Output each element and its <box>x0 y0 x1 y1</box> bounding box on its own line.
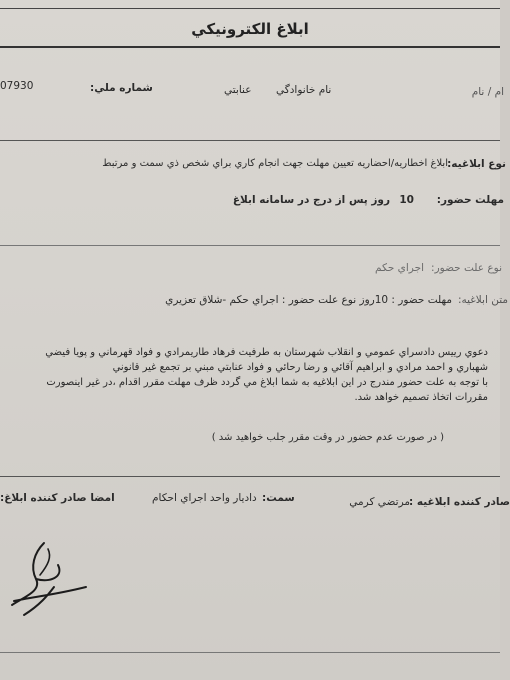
absence-warning: ( در صورت عدم حضور در وقت مقرر جلب خواهيد شد ) <box>211 432 444 443</box>
national-id-value: 07930 <box>0 80 34 92</box>
surname-label: نام خانوادگي <box>276 84 332 96</box>
deadline-text: روز پس از درج در سامانه ابلاغ <box>232 194 390 206</box>
title-underline <box>0 46 500 48</box>
divider-1 <box>0 140 500 141</box>
body-line-3: با توجه به علت حضور مندرج در اين ابلاغيه به شما ابلاغ مي گردد ظرف مهلت مقرر اقدام ،در غير اينصورت <box>46 377 488 388</box>
notice-text-value: مهلت حضور : 10روز نوع علت حضور : اجراي حكم -شلاق تعزيري <box>165 294 452 306</box>
position-label: سمت: <box>262 492 295 504</box>
body-line-1: دعوي رييس دادسراي عمومي و انقلاب شهرستان به طرفيت فرهاد طاريمرادي و فواد قهرماني و پويا فيضي <box>45 347 488 358</box>
issuer-name: مرتضي كرمي <box>349 496 410 508</box>
bottom-rule <box>0 652 500 653</box>
notice-type-value: ابلاغ اخطاريه/احضاريه تعيين مهلت جهت انجام كاري براي شخص ذي سمت و مرتبط <box>102 158 448 169</box>
divider-3 <box>0 476 500 477</box>
notice-body <box>0 345 488 405</box>
reason-value: اجراي حكم <box>375 262 424 274</box>
position-value: دادیار واحد اجراي احكام <box>152 492 257 504</box>
top-rule <box>0 8 500 9</box>
body-line-2: شهباري و احمد مرادي و ابراهيم آقائي و رضا رحائي و فواد عنابتي مبني بر تجمع غير قانوني <box>112 362 488 373</box>
handwritten-signature <box>4 535 104 625</box>
signature-label: امضا صادر كننده ابلاغ: <box>0 492 115 504</box>
notice-text-label: متن ابلاغيه: <box>457 294 508 306</box>
deadline-number: 10 <box>399 194 414 206</box>
page-title: ابلاغ الكترونيكي <box>191 20 309 38</box>
surname-value: عنابتي <box>224 84 252 96</box>
notice-type-label: نوع ابلاغيه: <box>447 158 506 170</box>
deadline-label: مهلت حضور: <box>436 194 504 206</box>
name-fragment: ام / نام <box>471 86 504 98</box>
divider-2 <box>0 245 500 246</box>
national-id-label: شماره ملي: <box>90 82 153 94</box>
reason-label: نوع علت حضور: <box>431 262 502 274</box>
issuer-label: صادر كننده ابلاغيه : <box>409 496 510 508</box>
body-line-4: مقررات اتخاذ تصميم خواهد شد. <box>354 392 488 403</box>
